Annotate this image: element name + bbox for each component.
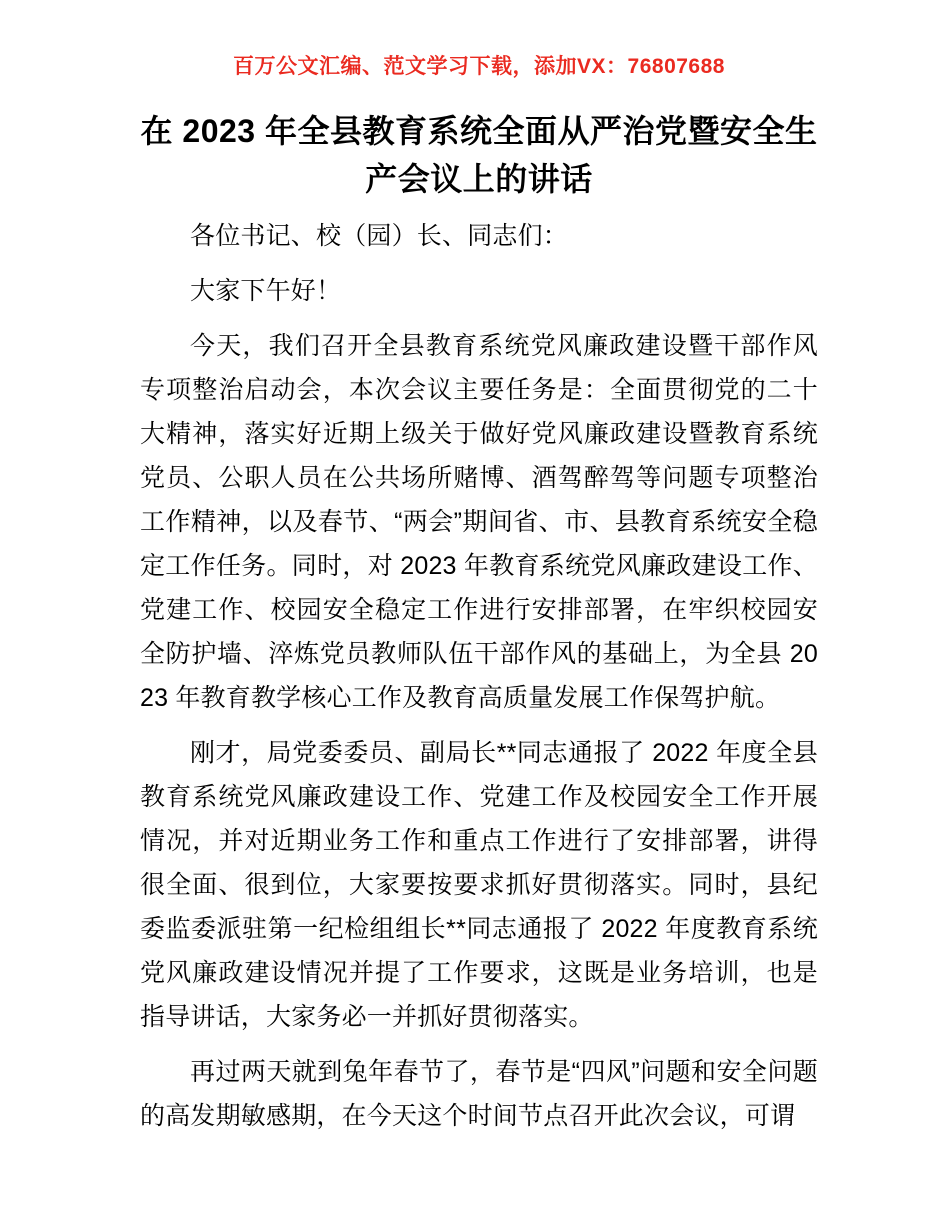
page-title: 在 2023 年全县教育系统全面从严治党暨安全生产会议上的讲话 bbox=[140, 113, 818, 197]
promo-banner: 百万公文汇编、范文学习下载，添加VX：76807688 bbox=[233, 55, 725, 78]
greeting-line: 大家下午好！ bbox=[190, 277, 342, 305]
body-paragraph-3: 再过两天就到兔年春节了，春节是“四风”问题和安全问题的高发期敏感期，在今天这个时间节点召开此次会议，可谓 bbox=[140, 1058, 818, 1130]
body-paragraph-2: 刚才，局党委委员、副局长**同志通报了 2022 年度全县教育系统党风廉政建设工作、党建工作及校园安全工作开展情况，并对近期业务工作和重点工作进行了安排部署，讲得很全面、很到位，大家要按要求抓好贯彻落实。同时，县纪委监委派驻第一纪检组组长**同志通报了 2022 年度教育系统党风廉政建设情况并提了工作要求，这既是业务培训，也是指导讲话，大家务必一并抓好贯彻落实。 bbox=[140, 739, 818, 1031]
salutation-line: 各位书记、校（园）长、同志们： bbox=[190, 222, 569, 250]
body-paragraph-1: 今天，我们召开全县教育系统党风廉政建设暨干部作风专项整治启动会，本次会议主要任务是：全面贯彻党的二十大精神，落实好近期上级关于做好党风廉政建设暨教育系统党员、公职人员在公共场所赌博、酒驾醉驾等问题专项整治工作精神，以及春节、“两会”期间省、市、县教育系统安全稳定工作任务。同时，对 2023 年教育系统党风廉政建设工作、党建工作、校园安全稳定工作进行安排部署，在牢织校园安全防护墙、淬炼党员教师队伍干部作风的基础上，为全县 2023 年教育教学核心工作及教育高质量发展工作保驾护航。 bbox=[140, 332, 818, 712]
